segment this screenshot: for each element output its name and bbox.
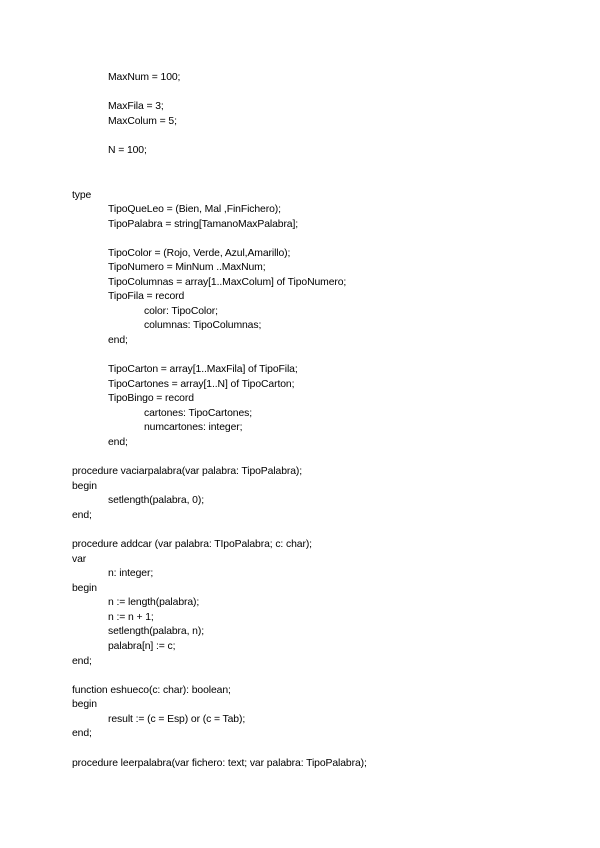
code-line: end; [108, 437, 128, 448]
code-line: procedure addcar (var palabra: TIpoPalabra; c: char); [72, 539, 312, 550]
code-line: end; [72, 728, 92, 739]
code-line: type [72, 190, 92, 201]
code-line: n := n + 1; [108, 612, 154, 623]
code-line: TipoCartones = array[1..N] of TipoCarton; [108, 379, 295, 390]
code-line: end; [72, 510, 92, 521]
code-line: color: TipoColor; [144, 306, 218, 317]
code-line: var [72, 554, 87, 565]
code-line: MaxFila = 3; [108, 101, 164, 112]
code-line: procedure vaciarpalabra(var palabra: TipoPalabra); [72, 466, 303, 477]
code-line: TipoCarton = array[1..MaxFila] of TipoFila; [108, 364, 298, 375]
code-line: TipoColumnas = array[1..MaxColum] of TipoNumero; [108, 277, 347, 288]
code-line: procedure leerpalabra(var fichero: text; var palabra: TipoPalabra); [72, 758, 367, 769]
code-line: TipoPalabra = string[TamanoMaxPalabra]; [108, 219, 299, 230]
code-line: cartones: TipoCartones; [144, 408, 253, 419]
code-line: TipoQueLeo = (Bien, Mal ,FinFichero); [108, 204, 281, 215]
code-line: MaxNum = 100; [108, 72, 181, 83]
code-line: end; [72, 656, 92, 667]
code-line: n := length(palabra); [108, 597, 200, 608]
code-line: setlength(palabra, 0); [108, 495, 204, 506]
code-line: numcartones: integer; [144, 422, 243, 433]
code-line: columnas: TipoColumnas; [144, 320, 262, 331]
code-line: palabra[n] := c; [108, 641, 176, 652]
code-line: begin [72, 583, 97, 594]
code-line: MaxColum = 5; [108, 116, 177, 127]
code-line: TipoNumero = MinNum ..MaxNum; [108, 262, 266, 273]
code-line: function eshueco(c: char): boolean; [72, 685, 231, 696]
code-line: N = 100; [108, 145, 147, 156]
code-line: begin [72, 699, 97, 710]
code-line: result := (c = Esp) or (c = Tab); [108, 714, 246, 725]
code-line: TipoBingo = record [108, 393, 194, 404]
code-line: begin [72, 481, 97, 492]
code-line: setlength(palabra, n); [108, 626, 204, 637]
code-line: n: integer; [108, 568, 154, 579]
code-line: TipoFila = record [108, 291, 185, 302]
code-line: TipoColor = (Rojo, Verde, Azul,Amarillo); [108, 248, 291, 259]
code-line: end; [108, 335, 128, 346]
